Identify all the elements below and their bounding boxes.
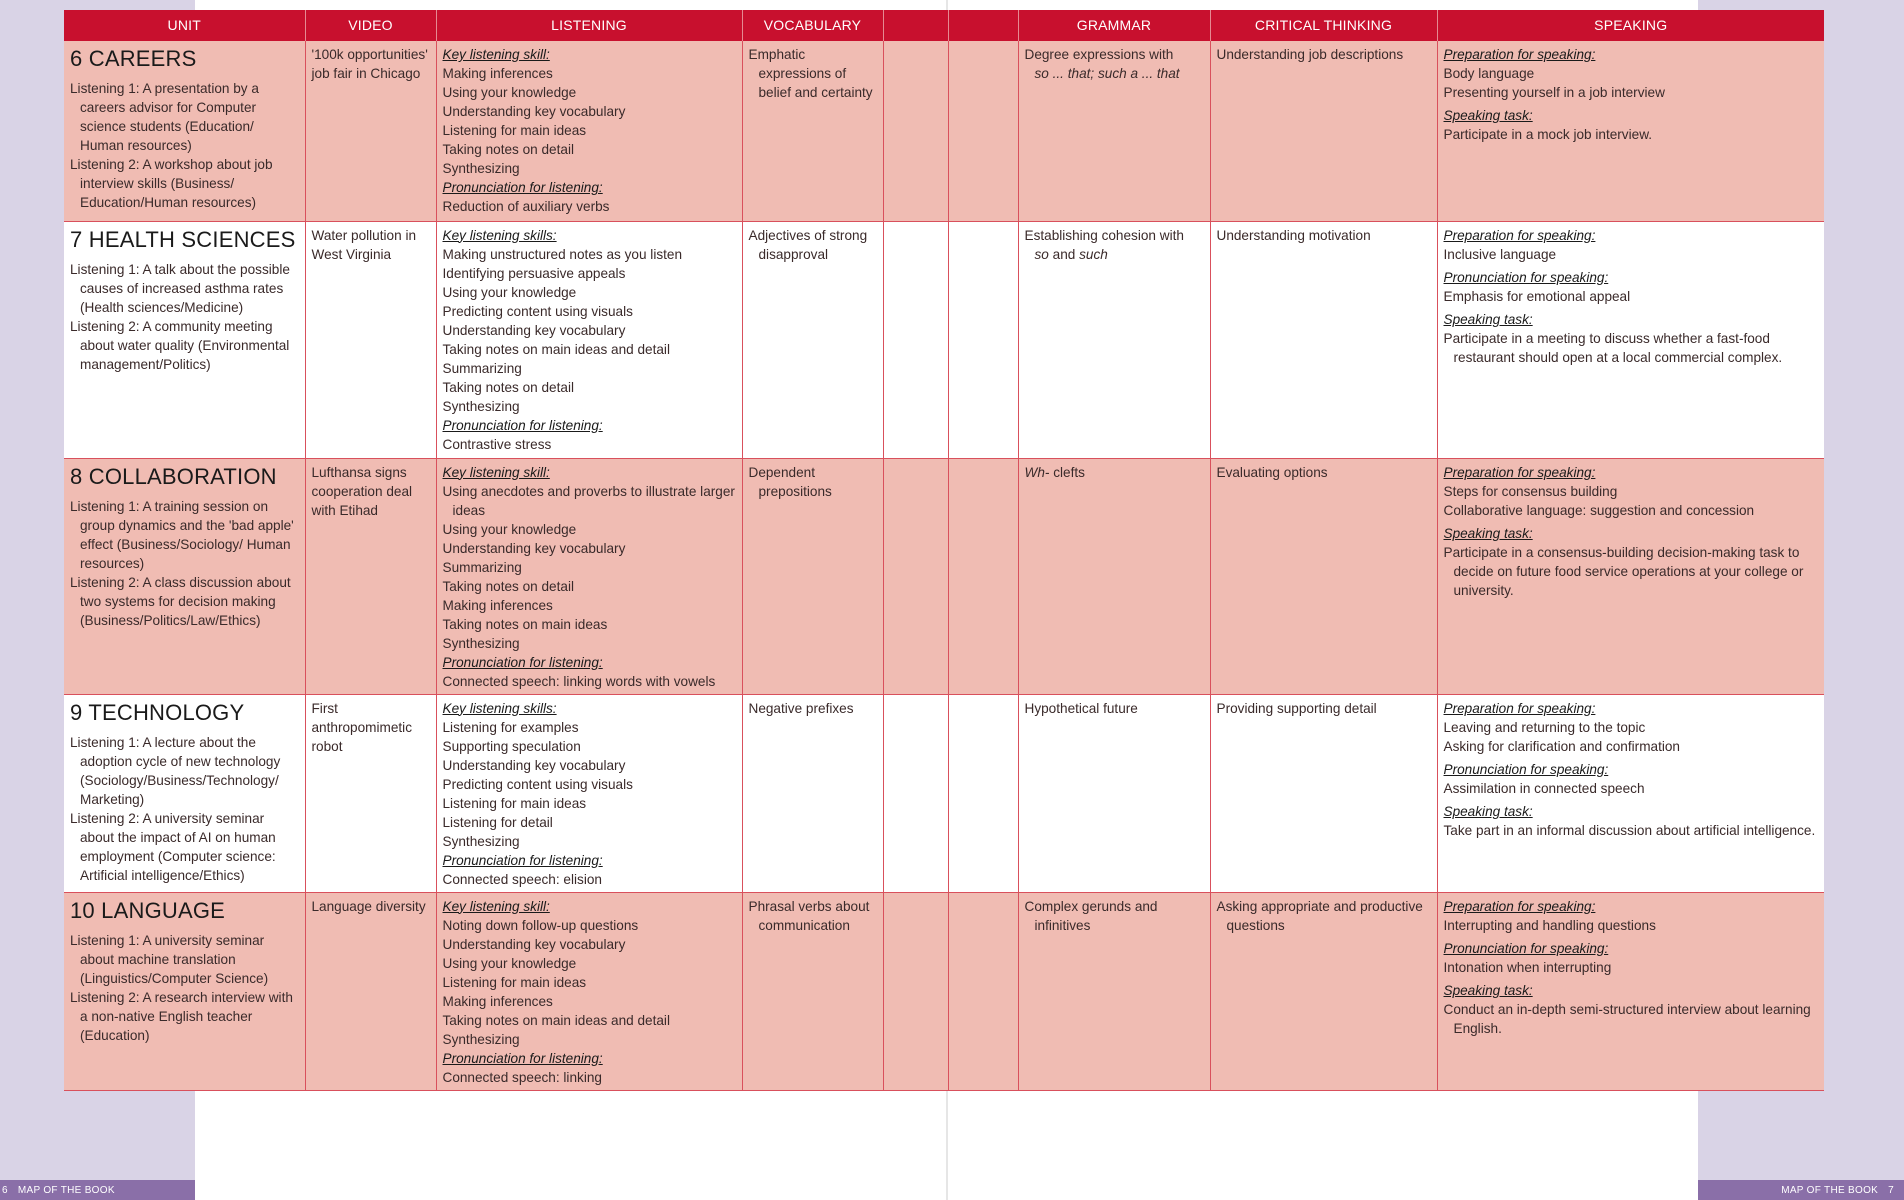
header-grammar: GRAMMAR (1018, 10, 1210, 41)
skill-item: Understanding key vocabulary (442, 540, 626, 556)
map-of-the-book-table (64, 10, 1824, 1091)
skill-item: Taking notes on detail (442, 142, 574, 157)
skill-item: Synthesizing (442, 1031, 520, 1047)
listening-1: Listening 1: A training session on group dynamics and the 'bad apple' effect (Business/Sociology/ Human resources) (70, 498, 294, 571)
page-number: 6 (2, 1184, 8, 1196)
speaking-task-label: Speaking task: (1443, 525, 1533, 541)
speaking-cell (1437, 41, 1824, 221)
grammar-italic: such (1079, 246, 1108, 262)
header-critical-thinking: CRITICAL THINKING (1210, 10, 1437, 41)
vocabulary-cell (742, 41, 883, 221)
unit-title: 10 LANGUAGE (70, 897, 226, 923)
preparation-speaking-label: Preparation for speaking: (1443, 464, 1596, 480)
listening-1: Listening 1: A lecture about the adoption cycle of new technology (Sociology/Business/Technology/ Marketing) (70, 734, 281, 807)
unit-cell (64, 221, 305, 458)
preparation-speaking-label: Preparation for speaking: (1443, 898, 1596, 914)
pronunciation-item: Connected speech: linking words with vowels (442, 673, 716, 689)
vocabulary-cell (742, 221, 883, 458)
critical-thinking-item: Asking appropriate and productive questions (1216, 898, 1423, 933)
unit-cell (64, 41, 305, 221)
grammar-conjunction: and (1052, 246, 1076, 262)
listening-2: Listening 2: A community meeting about water quality (Environmental management/Politics) (70, 318, 290, 372)
header-unit: UNIT (64, 10, 305, 41)
header-row (64, 10, 1824, 41)
skill-item: Synthesizing (442, 398, 520, 414)
pronunciation-speaking-label: Pronunciation for speaking: (1443, 761, 1609, 777)
footer-label: MAP OF THE BOOK (1781, 1184, 1879, 1196)
vocabulary-cell (742, 892, 883, 1090)
speaking-task-label: Speaking task: (1443, 108, 1533, 123)
key-listening-label: Key listening skills: (442, 227, 557, 243)
key-listening-label: Key listening skill: (442, 464, 550, 480)
preparation-item: Presenting yourself in a job interview (1443, 85, 1665, 100)
vocabulary-cell (742, 458, 883, 694)
critical-thinking-cell (1210, 892, 1437, 1090)
unit-title: 7 HEALTH SCIENCES (70, 226, 296, 252)
preparation-item: Body language (1443, 66, 1535, 81)
skill-item: Using your knowledge (442, 955, 577, 971)
speaking-task: Conduct an in-depth semi-structured interview about learning English. (1443, 1001, 1811, 1036)
key-listening-label: Key listening skill: (442, 898, 550, 914)
skill-item: Summarizing (442, 559, 522, 575)
preparation-item: Asking for clarification and confirmation (1443, 738, 1680, 754)
blank-cell (948, 458, 1018, 694)
listening-2: Listening 2: A research interview with a non-native English teacher (Education) (70, 989, 293, 1043)
listening-1: Listening 1: A university seminar about machine translation (Linguistics/Computer Science) (70, 932, 269, 986)
unit-cell (64, 892, 305, 1090)
video-cell: Water pollution in West Virginia (305, 221, 436, 458)
blank-cell (883, 458, 948, 694)
skill-item: Noting down follow-up questions (442, 917, 639, 933)
pronunciation-speaking-item: Assimilation in connected speech (1443, 780, 1645, 796)
skill-item: Listening for main ideas (442, 974, 587, 990)
skill-item: Listening for main ideas (442, 795, 587, 811)
page-number: 7 (1888, 1184, 1894, 1196)
grammar-cell (1018, 458, 1210, 694)
skill-item: Using anecdotes and proverbs to illustrate larger ideas (442, 483, 735, 518)
header-vocabulary: VOCABULARY (742, 10, 883, 41)
skill-item: Using your knowledge (442, 284, 577, 300)
unit-row-10 (64, 892, 1824, 1090)
unit-row-9 (64, 694, 1824, 892)
video-cell: Lufthansa signs cooperation deal with Etihad (305, 458, 436, 694)
grammar-item: clefts (1053, 464, 1085, 480)
skill-item: Understanding key vocabulary (442, 322, 626, 338)
skill-item: Predicting content using visuals (442, 776, 633, 792)
skill-item: Listening for examples (442, 719, 579, 735)
blank-cell (948, 221, 1018, 458)
unit-row-6 (64, 41, 1824, 221)
skill-item: Understanding key vocabulary (442, 757, 626, 773)
grammar-item: Establishing cohesion with (1024, 227, 1184, 243)
critical-thinking-cell: Understanding job descriptions (1210, 41, 1437, 221)
speaking-cell (1437, 892, 1824, 1090)
pronunciation-speaking-label: Pronunciation for speaking: (1443, 940, 1609, 956)
critical-thinking-cell: Evaluating options (1210, 458, 1437, 694)
unit-cell (64, 694, 305, 892)
listening-cell (436, 221, 742, 458)
left-page-footer (0, 1180, 195, 1200)
unit-title: 6 CAREERS (70, 46, 197, 71)
pronunciation-listening-label: Pronunciation for listening: (442, 1050, 603, 1066)
blank-cell (883, 694, 948, 892)
pronunciation-listening-label: Pronunciation for listening: (442, 180, 603, 195)
speaking-cell (1437, 458, 1824, 694)
pronunciation-item: Connected speech: elision (442, 871, 602, 887)
skill-item: Making inferences (442, 597, 553, 613)
preparation-speaking-label: Preparation for speaking: (1443, 227, 1596, 243)
grammar-italic: so ... that; such a ... that (1034, 66, 1180, 81)
listening-cell (436, 892, 742, 1090)
preparation-item: Inclusive language (1443, 246, 1557, 262)
skill-item: Taking notes on main ideas (442, 616, 608, 632)
preparation-item: Interrupting and handling questions (1443, 917, 1656, 933)
skill-item: Making inferences (442, 993, 553, 1009)
right-page-footer (1698, 1180, 1904, 1200)
skill-item: Making inferences (442, 66, 553, 81)
vocabulary-cell: Negative prefixes (742, 694, 883, 892)
speaking-cell (1437, 221, 1824, 458)
grammar-italic: so (1034, 246, 1049, 262)
blank-cell (948, 892, 1018, 1090)
listening-cell (436, 694, 742, 892)
speaking-task-label: Speaking task: (1443, 982, 1533, 998)
skill-item: Taking notes on detail (442, 578, 574, 594)
vocabulary-item: Adjectives of strong disapproval (748, 227, 868, 262)
blank-cell (883, 41, 948, 221)
listening-cell (436, 41, 742, 221)
video-cell: '100k opportunities' job fair in Chicago (305, 41, 436, 221)
blank-cell (883, 221, 948, 458)
speaking-task-label: Speaking task: (1443, 803, 1533, 819)
preparation-item: Steps for consensus building (1443, 483, 1618, 499)
unit-cell (64, 458, 305, 694)
pronunciation-item: Connected speech: linking (442, 1069, 602, 1085)
grammar-item: Complex gerunds and infinitives (1024, 898, 1158, 933)
speaking-cell (1437, 694, 1824, 892)
vocabulary-item: Dependent prepositions (748, 464, 832, 499)
skill-item: Synthesizing (442, 635, 520, 651)
pronunciation-speaking-item: Emphasis for emotional appeal (1443, 288, 1631, 304)
speaking-task-label: Speaking task: (1443, 311, 1533, 327)
grammar-cell (1018, 892, 1210, 1090)
footer-label: MAP OF THE BOOK (17, 1184, 115, 1196)
speaking-task: Participate in a meeting to discuss whether a fast-food restaurant should open at a local commercial complex. (1443, 330, 1783, 365)
unit-title: 9 TECHNOLOGY (70, 699, 245, 725)
header-speaking: SPEAKING (1437, 10, 1824, 41)
speaking-task: Take part in an informal discussion about artificial intelligence. (1443, 822, 1816, 838)
pronunciation-listening-label: Pronunciation for listening: (442, 417, 603, 433)
preparation-speaking-label: Preparation for speaking: (1443, 700, 1596, 716)
pronunciation-item: Reduction of auxiliary verbs (442, 199, 610, 214)
listening-1: Listening 1: A talk about the possible causes of increased asthma rates (Health sciences/Medicine) (70, 261, 290, 315)
skill-item: Summarizing (442, 360, 522, 376)
speaking-task: Participate in a mock job interview. (1443, 127, 1653, 142)
preparation-item: Collaborative language: suggestion and concession (1443, 502, 1755, 518)
listening-1: Listening 1: A presentation by a careers advisor for Computer science students (Education/ Human resources) (70, 81, 259, 153)
skill-item: Taking notes on detail (442, 379, 574, 395)
header-blank-1 (883, 10, 948, 41)
skill-item: Taking notes on main ideas and detail (442, 1012, 670, 1028)
skill-item: Using your knowledge (442, 85, 577, 100)
pronunciation-speaking-label: Pronunciation for speaking: (1443, 269, 1609, 285)
skill-item: Supporting speculation (442, 738, 581, 754)
grammar-cell (1018, 41, 1210, 221)
key-listening-label: Key listening skills: (442, 700, 557, 716)
skill-item: Using your knowledge (442, 521, 577, 537)
skill-item: Taking notes on main ideas and detail (442, 341, 670, 357)
critical-thinking-cell: Understanding motivation (1210, 221, 1437, 458)
unit-row-8 (64, 458, 1824, 694)
speaking-task: Participate in a consensus-building decision-making task to decide on future food service operations at your college or university. (1443, 544, 1804, 598)
blank-cell (948, 694, 1018, 892)
header-blank-2 (948, 10, 1018, 41)
video-cell: Language diversity (305, 892, 436, 1090)
unit-row-7 (64, 221, 1824, 458)
pronunciation-speaking-item: Intonation when interrupting (1443, 959, 1612, 975)
pronunciation-listening-label: Pronunciation for listening: (442, 654, 603, 670)
vocabulary-item: Phrasal verbs about communication (748, 898, 870, 933)
preparation-item: Leaving and returning to the topic (1443, 719, 1646, 735)
grammar-cell: Hypothetical future (1018, 694, 1210, 892)
blank-cell (883, 892, 948, 1090)
listening-2: Listening 2: A class discussion about two systems for decision making (Business/Politics/Law/Ethics) (70, 574, 291, 628)
skill-item: Synthesizing (442, 833, 520, 849)
pronunciation-item: Contrastive stress (442, 436, 552, 452)
pronunciation-listening-label: Pronunciation for listening: (442, 852, 603, 868)
video-cell: First anthropomimetic robot (305, 694, 436, 892)
skill-item: Understanding key vocabulary (442, 104, 626, 119)
grammar-italic: Wh- (1024, 464, 1050, 480)
blank-cell (948, 41, 1018, 221)
skill-item: Identifying persuasive appeals (442, 265, 626, 281)
preparation-speaking-label: Preparation for speaking: (1443, 47, 1596, 62)
unit-title: 8 COLLABORATION (70, 463, 277, 489)
skill-item: Understanding key vocabulary (442, 936, 626, 952)
skill-item: Making unstructured notes as you listen (442, 246, 683, 262)
skill-item: Listening for main ideas (442, 123, 587, 138)
critical-thinking-cell: Providing supporting detail (1210, 694, 1437, 892)
grammar-item: Degree expressions with (1024, 47, 1174, 62)
key-listening-label: Key listening skill: (442, 47, 550, 62)
header-listening: LISTENING (436, 10, 742, 41)
vocabulary-item: Emphatic expressions of belief and certainty (748, 47, 873, 100)
skill-item: Synthesizing (442, 161, 520, 176)
listening-cell (436, 458, 742, 694)
header-video: VIDEO (305, 10, 436, 41)
skill-item: Listening for detail (442, 814, 553, 830)
listening-2: Listening 2: A workshop about job interview skills (Business/ Education/Human resources) (70, 157, 273, 210)
skill-item: Predicting content using visuals (442, 303, 633, 319)
grammar-detail (1025, 245, 1204, 264)
grammar-cell (1018, 221, 1210, 458)
listening-2: Listening 2: A university seminar about the impact of AI on human employment (Computer science: Artificial intelligence/Ethics) (70, 810, 276, 883)
